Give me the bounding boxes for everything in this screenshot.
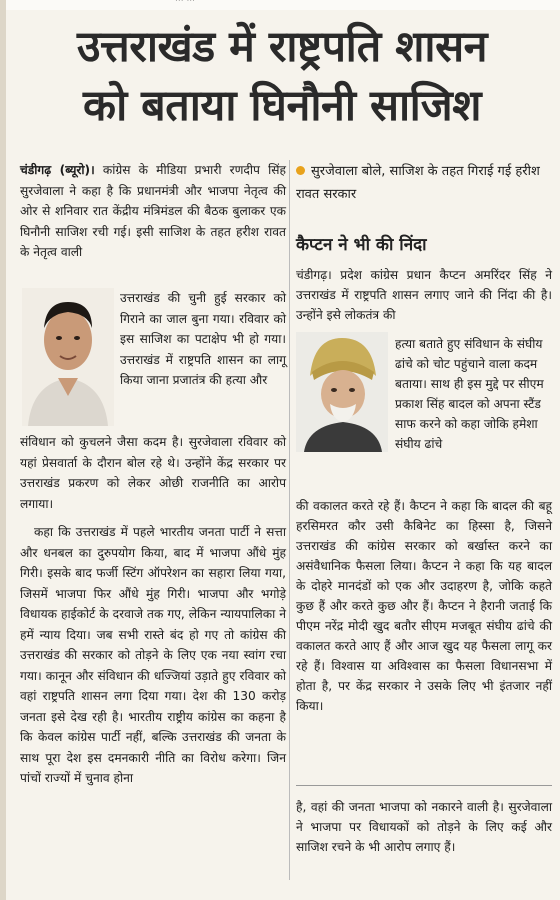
right-column-rule [296, 785, 552, 786]
right-column-wrap-text: हत्या बताते हुए संविधान के संघीय ढांचे को चोट पहुंचाने वाला कदम बताया। साथ ही इस मुद्दे पर सीएम प्रकाश सिंह बादल को अपना स्टैंड साफ करने को कहा जोकि हमेशा संघीय ढांचे [395, 337, 544, 451]
column-divider [289, 160, 290, 880]
top-trim [0, 0, 560, 10]
bullet-dot-icon [296, 166, 305, 175]
intro-text: कांग्रेस के मीडिया प्रभारी रणदीप सिंह सुरजेवाला ने कहा है कि प्रधानमंत्री और भाजपा नेतृत्व की ओर से शनिवार रात केंद्रीय मंत्रिमंडल की बैठक बुलाकर एक घिनौनी साजिश रची गई। इसी साजिश के तहत हरीश रावत के नेतृत्व वाली [20, 163, 286, 259]
left-column-wrap-text: उत्तराखंड की चुनी हुई सरकार को गिराने का जाल बुना गया। रविवार को इस साजिश का पटाक्षेप भी हो गया। उत्तराखंड में राष्ट्रपति शासन का लागू किया जाना प्रजातंत्र की हत्या और [120, 291, 286, 387]
headline [14, 18, 550, 136]
headline-line-1: उत्तराखंड में राष्ट्रपति शासन [76, 22, 488, 72]
summary-text: सुरजेवाला बोले, साजिश के तहत गिराई गई हरीश रावत सरकार [296, 164, 540, 202]
summary-box [296, 160, 552, 206]
left-column-continuation: संविधान को कुचलने जैसा कदम है। सुरजेवाला रविवार को यहां प्रेसवार्ता के दौरान बोल रहे थे। उन्होंने केंद्र सरकार पर उत्तराखंड प्रकरण को लेकर ओछी राजनीति का आरोप लगाया। [20, 435, 286, 511]
amarinder-photo [296, 332, 388, 452]
left-column-paragraph-2 [20, 522, 286, 789]
paragraph-2-text: कहा कि उत्तराखंड में पहले भारतीय जनता पार्टी ने सत्ता और धनबल का दुरुपयोग किया, बाद में भाजपा औंधे मुंह गिरी। इसके बाद फर्जी स्टिंग ऑपरेशन का सहारा लिया गया, जिसमें भाजपा फिर औंधे मुंह गिरी। भाजपा और भगोड़े विधायक हाईकोर्ट के दरवाजे तक गए, लेकिन न्यायपालिका ने हमें न्याय दिया। जब सभी रास्ते बंद हो गए तो कांग्रेस की उत्तराखंड की सरकार को तोड़ने के लिए एक नया स्वांग रचा गया। कानून और संविधान की धज्जियां उड़ाते हुए रविवार को वहां राष्ट्रपति शासन लगा दिया गया। देश की 130 करोड़ जनता इसे देख रही है। भारतीय राष्ट्रीय कांग्रेस का कहना है कि केवल कांग्रेस पार्टी नहीं, बल्कि उत्तराखंड की जनता के साथ पूरा देश इस दमनकारी नीति का विरोध करेगा। जिन पांचों राज्यों में चुनाव होना [20, 525, 286, 785]
left-page-edge [0, 0, 6, 900]
right-column-body: की वकालत करते रहे हैं। कैप्टन ने कहा कि बादल की बहू हरसिमरत कौर उसी कैबिनेट का हिस्सा है, जिसने उत्तराखंड की कांग्रेस सरकार को बर्खास्त करने का असंवैधानिक फैसला लिया। कैप्टन ने कहा कि यह बादल के दोहरे मानदंडों को एक और उदाहरण है, जोकि कहते कुछ हैं और करते कुछ और हैं। कैप्टन ने हैरानी जताई कि पीएम नरेंद्र मोदी खुद बतौर सीएम मजबूत संघीय ढांचे की वकालत करते आए हैं और आज खुद यह फैसला लागू कर रहे हैं। विश्वास या अविश्वास का फैसला विधानसभा में होता है, पर केंद्र सरकार ने उसके लिए भी इंतजार नहीं किया। [296, 499, 552, 713]
surjewala-photo [22, 288, 114, 426]
subheading: कैप्टन ने भी की निंदा [296, 235, 427, 255]
right-column-continuation: है, वहां की जनता भाजपा को नकारने वाली है। सुरजेवाला ने भाजपा पर विधायकों को तोड़ने के लिए कई और साजिश रचने के भी आरोप लगाए हैं। [296, 800, 552, 854]
left-column-intro [20, 160, 286, 263]
byline: चंडीगढ़ (ब्यूरो)। [20, 163, 95, 177]
top-fragment: ··· ··· [175, 0, 196, 6]
headline-line-2: को बताया घिनौनी साजिश [83, 81, 481, 131]
right-column-intro: चंडीगढ़। प्रदेश कांग्रेस प्रधान कैप्टन अमरिंदर सिंह ने उत्तराखंड में राष्ट्रपति शासन लगाए जाने की निंदा की है। उन्होंने इसे लोकतंत्र की [296, 268, 552, 322]
